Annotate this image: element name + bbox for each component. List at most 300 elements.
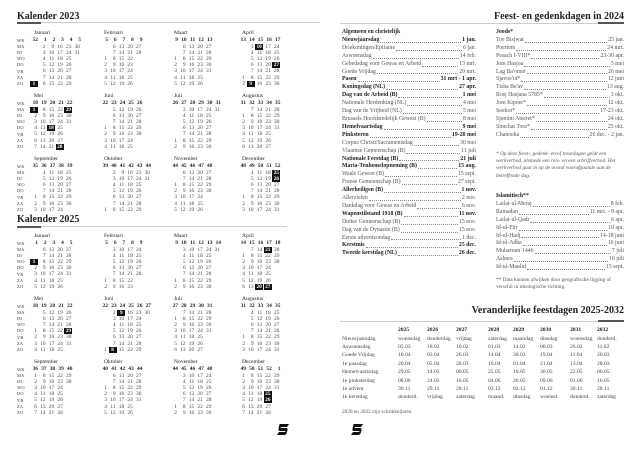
leader-dots	[530, 217, 610, 223]
day: 29	[136, 385, 142, 392]
week-number: 50	[249, 366, 255, 372]
jewish-note: * Op deze feest-, gedenk- en/of treurdagen geldt een werkverbod, alsmede een reis- en een schrijfverbod. Het werkverbod gaat in op de avond voorafgaande aan de betreffende dag.	[496, 151, 616, 179]
day: 13	[118, 373, 125, 379]
week-number: 20	[49, 100, 56, 106]
week-number: 13	[207, 240, 213, 246]
day: 30	[66, 265, 72, 272]
day: 1	[104, 56, 107, 63]
holiday-row	[496, 233, 624, 241]
week-number: 41	[119, 163, 126, 169]
leader-dots	[418, 163, 457, 169]
holiday-date: 10 apr.	[608, 224, 624, 231]
day: 8	[250, 74, 254, 81]
holiday-name: Eerste adventzondag	[342, 234, 391, 241]
day: 30	[274, 80, 280, 87]
day: 22	[265, 74, 271, 81]
day: 15	[118, 346, 125, 353]
day: 25	[66, 170, 72, 176]
holiday-day: 10	[256, 44, 262, 50]
day: 7	[42, 188, 46, 195]
day: 4	[112, 322, 116, 329]
cell-value: 19.04	[540, 352, 553, 359]
holiday-date: 14-18 juni	[600, 232, 624, 239]
day: 16	[256, 200, 263, 207]
day: 22	[57, 107, 63, 113]
day: 16	[256, 379, 263, 386]
day: 9	[250, 200, 254, 207]
week-number: 39	[58, 366, 64, 372]
day: 21	[256, 409, 263, 416]
holiday-row	[496, 53, 624, 61]
day: 29	[274, 74, 280, 81]
day: 3	[250, 44, 254, 50]
day: 28	[66, 188, 72, 195]
holiday-row	[496, 264, 624, 272]
day-label: WK	[17, 367, 25, 372]
day: 27	[206, 265, 212, 272]
day: 7	[34, 409, 37, 416]
holiday-row	[496, 248, 624, 256]
day: 17	[48, 206, 55, 213]
leader-dots	[523, 240, 607, 246]
day: 18	[57, 170, 63, 176]
day: 26	[136, 259, 142, 266]
holiday-name: Koningsdag (NL)	[342, 84, 386, 91]
day: 24	[127, 68, 133, 75]
day: 7	[250, 247, 254, 253]
leader-dots	[407, 100, 462, 106]
day: 20	[188, 346, 195, 353]
month-name: April	[242, 30, 254, 36]
day: 19	[118, 80, 125, 87]
cell-value: 05.03	[398, 343, 411, 350]
holiday-row	[342, 140, 476, 148]
day: 8	[182, 277, 186, 284]
day: 5	[104, 80, 107, 87]
week-number: 9	[139, 240, 143, 246]
day: 15	[48, 80, 55, 87]
holiday-name: Lailat-ul-Meraj	[496, 200, 532, 207]
day: 28	[66, 74, 72, 81]
day: 16	[118, 391, 125, 398]
holiday-name: Wapenstilstand 1918 (B)	[342, 210, 403, 217]
week-number: 44	[145, 163, 151, 169]
day: 8	[250, 113, 254, 120]
day: 15	[188, 277, 195, 284]
cell-value: maandag	[513, 335, 534, 342]
day: 12	[248, 137, 254, 144]
day: 15	[188, 56, 195, 63]
cell-value: 03.04	[427, 352, 440, 359]
day: 4	[250, 50, 254, 57]
week-number: 29	[198, 100, 204, 106]
day: 10	[180, 68, 186, 75]
cell-value: 24.05	[427, 377, 440, 384]
week-number: 31	[240, 303, 246, 309]
day: 25	[136, 253, 142, 260]
day: 5	[112, 259, 116, 266]
day: 24	[265, 265, 271, 272]
holiday-row	[496, 45, 624, 53]
day: 23	[127, 62, 133, 69]
day: 1	[242, 253, 245, 260]
week-number: 47	[198, 366, 204, 372]
day: 18	[118, 403, 125, 410]
day: 26	[127, 409, 133, 416]
day: 23	[127, 391, 133, 398]
day: 1	[104, 385, 107, 392]
day: 17	[256, 206, 263, 213]
day: 12	[48, 176, 55, 183]
day: 26	[265, 277, 271, 284]
day: 8	[42, 373, 46, 379]
day: 19	[197, 259, 203, 266]
week-number: 44	[172, 163, 178, 169]
week-number: 31	[207, 303, 213, 309]
day: 10	[40, 340, 46, 347]
leader-dots	[358, 76, 440, 82]
table-row	[342, 334, 624, 342]
day: 24	[274, 44, 280, 50]
month-name: Maart	[174, 233, 188, 239]
day: 4	[112, 182, 116, 189]
holiday-date: 8 mei	[462, 115, 476, 122]
week-number: 6	[113, 37, 117, 43]
leader-dots	[370, 132, 451, 138]
week-number: 24	[119, 303, 126, 309]
week-number: 1	[35, 240, 38, 246]
day: 15	[118, 277, 125, 284]
day: 17	[48, 119, 55, 126]
cell-value: 01.04	[513, 360, 526, 367]
day: 26	[66, 176, 72, 183]
day: 18	[188, 200, 195, 207]
day: 24	[265, 206, 271, 213]
day: 13	[188, 125, 195, 132]
year-header: 2030	[540, 327, 552, 334]
day: 28	[206, 271, 212, 278]
day: 29	[206, 137, 212, 144]
day: 18	[188, 74, 195, 81]
day: 6	[112, 194, 116, 201]
day: 30	[136, 131, 142, 138]
day: 10	[248, 206, 254, 213]
day: 15	[256, 194, 263, 201]
day: 20	[127, 373, 133, 379]
holiday-name: Chanoeka	[496, 131, 520, 138]
day: 29	[66, 80, 72, 87]
day-label: WO	[17, 385, 25, 391]
day: 27	[265, 143, 271, 150]
week-number: 5	[105, 37, 108, 43]
day: 5	[242, 137, 245, 144]
day: 29	[206, 182, 212, 189]
day: 7	[182, 397, 186, 404]
day: 29	[274, 334, 280, 341]
day: 30	[206, 62, 212, 69]
day: 16	[57, 44, 63, 50]
day: 22	[197, 182, 203, 189]
week-number: 16	[257, 240, 264, 246]
week-number: 13	[207, 37, 213, 43]
day: 25	[206, 253, 212, 260]
day: 9	[112, 62, 116, 69]
day: 30	[206, 188, 212, 195]
day: 1	[174, 403, 177, 410]
day-label: MA	[17, 170, 25, 176]
holiday-name: Goede Vrijdag	[342, 68, 376, 75]
day: 28	[136, 379, 142, 386]
day: 22	[127, 346, 133, 353]
day: 8	[250, 253, 254, 260]
holiday-name: Vlaamse Gemeenschap (B)	[342, 147, 406, 154]
week-number: 32	[249, 100, 255, 106]
week-number: 7	[122, 37, 126, 43]
day: 11	[118, 182, 125, 189]
day: 8	[250, 373, 254, 379]
day: 26	[57, 283, 63, 290]
day: 8	[112, 277, 116, 284]
day: 3	[34, 119, 37, 126]
holiday-name: Waals Gewest (B)	[342, 171, 385, 178]
day: 15	[48, 107, 55, 113]
week-number: 27	[145, 303, 151, 309]
cell-value: 22.05	[570, 369, 583, 376]
day: 9	[42, 265, 46, 272]
day: 7	[250, 328, 254, 335]
holiday-row	[342, 116, 476, 124]
cell-value: 11.02	[597, 343, 610, 350]
day: 23	[136, 310, 142, 316]
holiday-name: Ashura	[496, 256, 513, 263]
table-header-empty	[342, 326, 398, 334]
day: 30	[206, 143, 212, 150]
day: 27	[66, 316, 72, 323]
day: 19	[127, 107, 133, 113]
holiday-name: Id-ul-Maulid	[496, 264, 526, 271]
day-label: DO	[17, 125, 24, 131]
day: 30	[274, 340, 280, 347]
day: 19	[48, 131, 55, 138]
day: 23	[57, 265, 63, 272]
day: 9	[121, 170, 125, 176]
day: 27	[206, 44, 212, 50]
day: 10	[110, 68, 116, 75]
day: 9	[112, 283, 116, 290]
day: 13	[48, 316, 55, 323]
day: 2	[34, 200, 37, 207]
day: 30	[274, 200, 280, 207]
day: 21	[127, 340, 133, 347]
day-label: ZA	[17, 74, 24, 80]
day: 25	[57, 277, 63, 284]
day: 21	[57, 188, 63, 195]
day: 9	[250, 340, 254, 347]
holiday-row	[342, 195, 476, 203]
day-label: ZA	[17, 200, 24, 206]
day: 18	[127, 182, 133, 189]
week-number: 41	[111, 366, 117, 372]
week-number: 31	[240, 100, 246, 106]
day: 27	[136, 44, 142, 50]
day: 14	[48, 74, 55, 81]
day: 22	[197, 137, 203, 144]
cell-value: 30.03	[513, 352, 526, 359]
cell-value: 30.11	[398, 385, 411, 392]
day-label: DO	[17, 265, 24, 271]
week-number: 17	[275, 37, 281, 43]
year-header: 2032	[597, 327, 609, 334]
day: 17	[118, 68, 125, 75]
day: 3	[242, 385, 245, 392]
day: 8	[182, 403, 186, 410]
day: 13	[118, 194, 125, 201]
holiday-name: Toe Bisjwat	[496, 36, 524, 43]
week-number: 18	[32, 100, 38, 106]
holiday-date: 26 dec. - 2 jan.	[589, 131, 624, 138]
day: 2	[104, 131, 107, 138]
leader-dots	[398, 250, 458, 256]
day: 10	[180, 328, 186, 335]
day-label: VR	[17, 397, 24, 403]
leader-dots	[384, 124, 462, 130]
day: 23	[127, 283, 133, 290]
day-label: VR	[17, 194, 24, 200]
day: 6	[182, 391, 186, 398]
week-number: 33	[257, 303, 264, 309]
day: 27	[274, 182, 280, 189]
holidays-title: Feest- en gedenkdagen in 2024	[494, 11, 624, 22]
day: 3	[174, 328, 177, 335]
week-number: 52	[32, 37, 38, 43]
day: 13	[118, 334, 125, 341]
week-number: 42	[128, 163, 134, 169]
day: 20	[127, 44, 133, 50]
day: 7	[42, 322, 46, 329]
cell-value: 06.05	[597, 369, 610, 376]
day-label: WO	[17, 182, 25, 188]
holiday-date: 16 juni	[607, 240, 624, 247]
day: 28	[206, 50, 212, 57]
day: 17	[127, 247, 133, 253]
day: 2	[242, 80, 245, 87]
day: 12	[180, 340, 186, 347]
day: 20	[197, 44, 203, 50]
year-header: 2029	[513, 327, 525, 334]
day-label: DO	[17, 328, 24, 334]
holiday-date: 21 juli	[460, 155, 476, 162]
holiday-name: Dankdag voor Gewas en Arbeid	[342, 202, 417, 209]
day: 16	[127, 310, 133, 316]
day: 1	[242, 194, 245, 201]
day: 14	[118, 379, 125, 386]
row-label: Nieuwjaarsdag	[342, 335, 376, 342]
cell-value: vrijdag	[456, 335, 472, 342]
title-accent	[598, 320, 624, 322]
year-header: 2027	[456, 327, 468, 334]
day: 14	[40, 143, 46, 150]
day: 12	[40, 131, 46, 138]
title-accent	[598, 22, 624, 24]
week-number: 18	[275, 240, 281, 246]
day: 7	[112, 200, 116, 207]
holiday-name: Hemelvaartsdag	[342, 123, 383, 130]
week-number: 19	[41, 303, 47, 309]
week-number: 27	[181, 100, 187, 106]
day: 19	[265, 316, 271, 323]
cell-value: 14.02	[513, 343, 526, 350]
day: 7	[112, 379, 116, 386]
day: 4	[174, 334, 177, 341]
holiday-name: Lailat-ul-Qadr	[496, 216, 530, 223]
day: 7	[250, 188, 254, 195]
holiday-name: Jom Kipoer*	[496, 100, 527, 107]
holiday-row	[342, 187, 476, 195]
row-label: Goede Vrijdag	[342, 352, 375, 359]
week-number: 52	[266, 366, 272, 372]
day: 4	[250, 170, 254, 176]
day: 14	[256, 107, 263, 113]
row-label: Aswoensdag	[342, 343, 371, 350]
day: 19	[48, 397, 55, 404]
day: 28	[274, 68, 280, 75]
day: 5	[34, 131, 37, 138]
day: 2	[242, 119, 245, 126]
week-number: 25	[128, 303, 134, 309]
list-heading: Joods*	[496, 29, 514, 35]
holiday-row	[496, 240, 624, 248]
day: 9	[250, 259, 254, 266]
day: 21	[197, 50, 203, 57]
day: 12	[180, 206, 186, 213]
month-name: November	[174, 359, 198, 365]
year-header: 2028	[488, 327, 500, 334]
cell-value: woensd.	[540, 394, 559, 401]
holiday-date: 7 juli	[611, 248, 624, 255]
day: 14	[48, 322, 55, 329]
day: 16	[188, 409, 195, 416]
day: 30	[206, 283, 212, 290]
day: 19	[256, 397, 263, 404]
day: 23	[265, 80, 271, 87]
cell-value: 10.05	[513, 369, 526, 376]
day: 22	[197, 56, 203, 63]
day: 15	[256, 373, 263, 379]
week-number: 5	[105, 240, 108, 246]
divider	[17, 22, 320, 23]
day: 17	[48, 271, 55, 278]
day: 27	[136, 334, 142, 341]
day: 20	[127, 334, 133, 341]
day: 23	[265, 379, 271, 386]
day: 16	[256, 340, 263, 347]
day: 29	[274, 113, 280, 120]
day: 15	[256, 74, 263, 81]
day: 27	[136, 373, 142, 379]
day: 31	[214, 107, 220, 113]
day: 15	[48, 373, 55, 379]
day: 3	[34, 385, 37, 392]
day: 20	[256, 403, 263, 410]
cell-value: 10.02	[456, 343, 469, 350]
day: 6	[42, 182, 46, 189]
day: 4	[104, 403, 107, 410]
day: 10	[188, 373, 195, 379]
week-number: 21	[58, 303, 64, 309]
day: 21	[57, 322, 63, 329]
day: 5	[250, 176, 254, 183]
day: 29	[206, 56, 212, 63]
